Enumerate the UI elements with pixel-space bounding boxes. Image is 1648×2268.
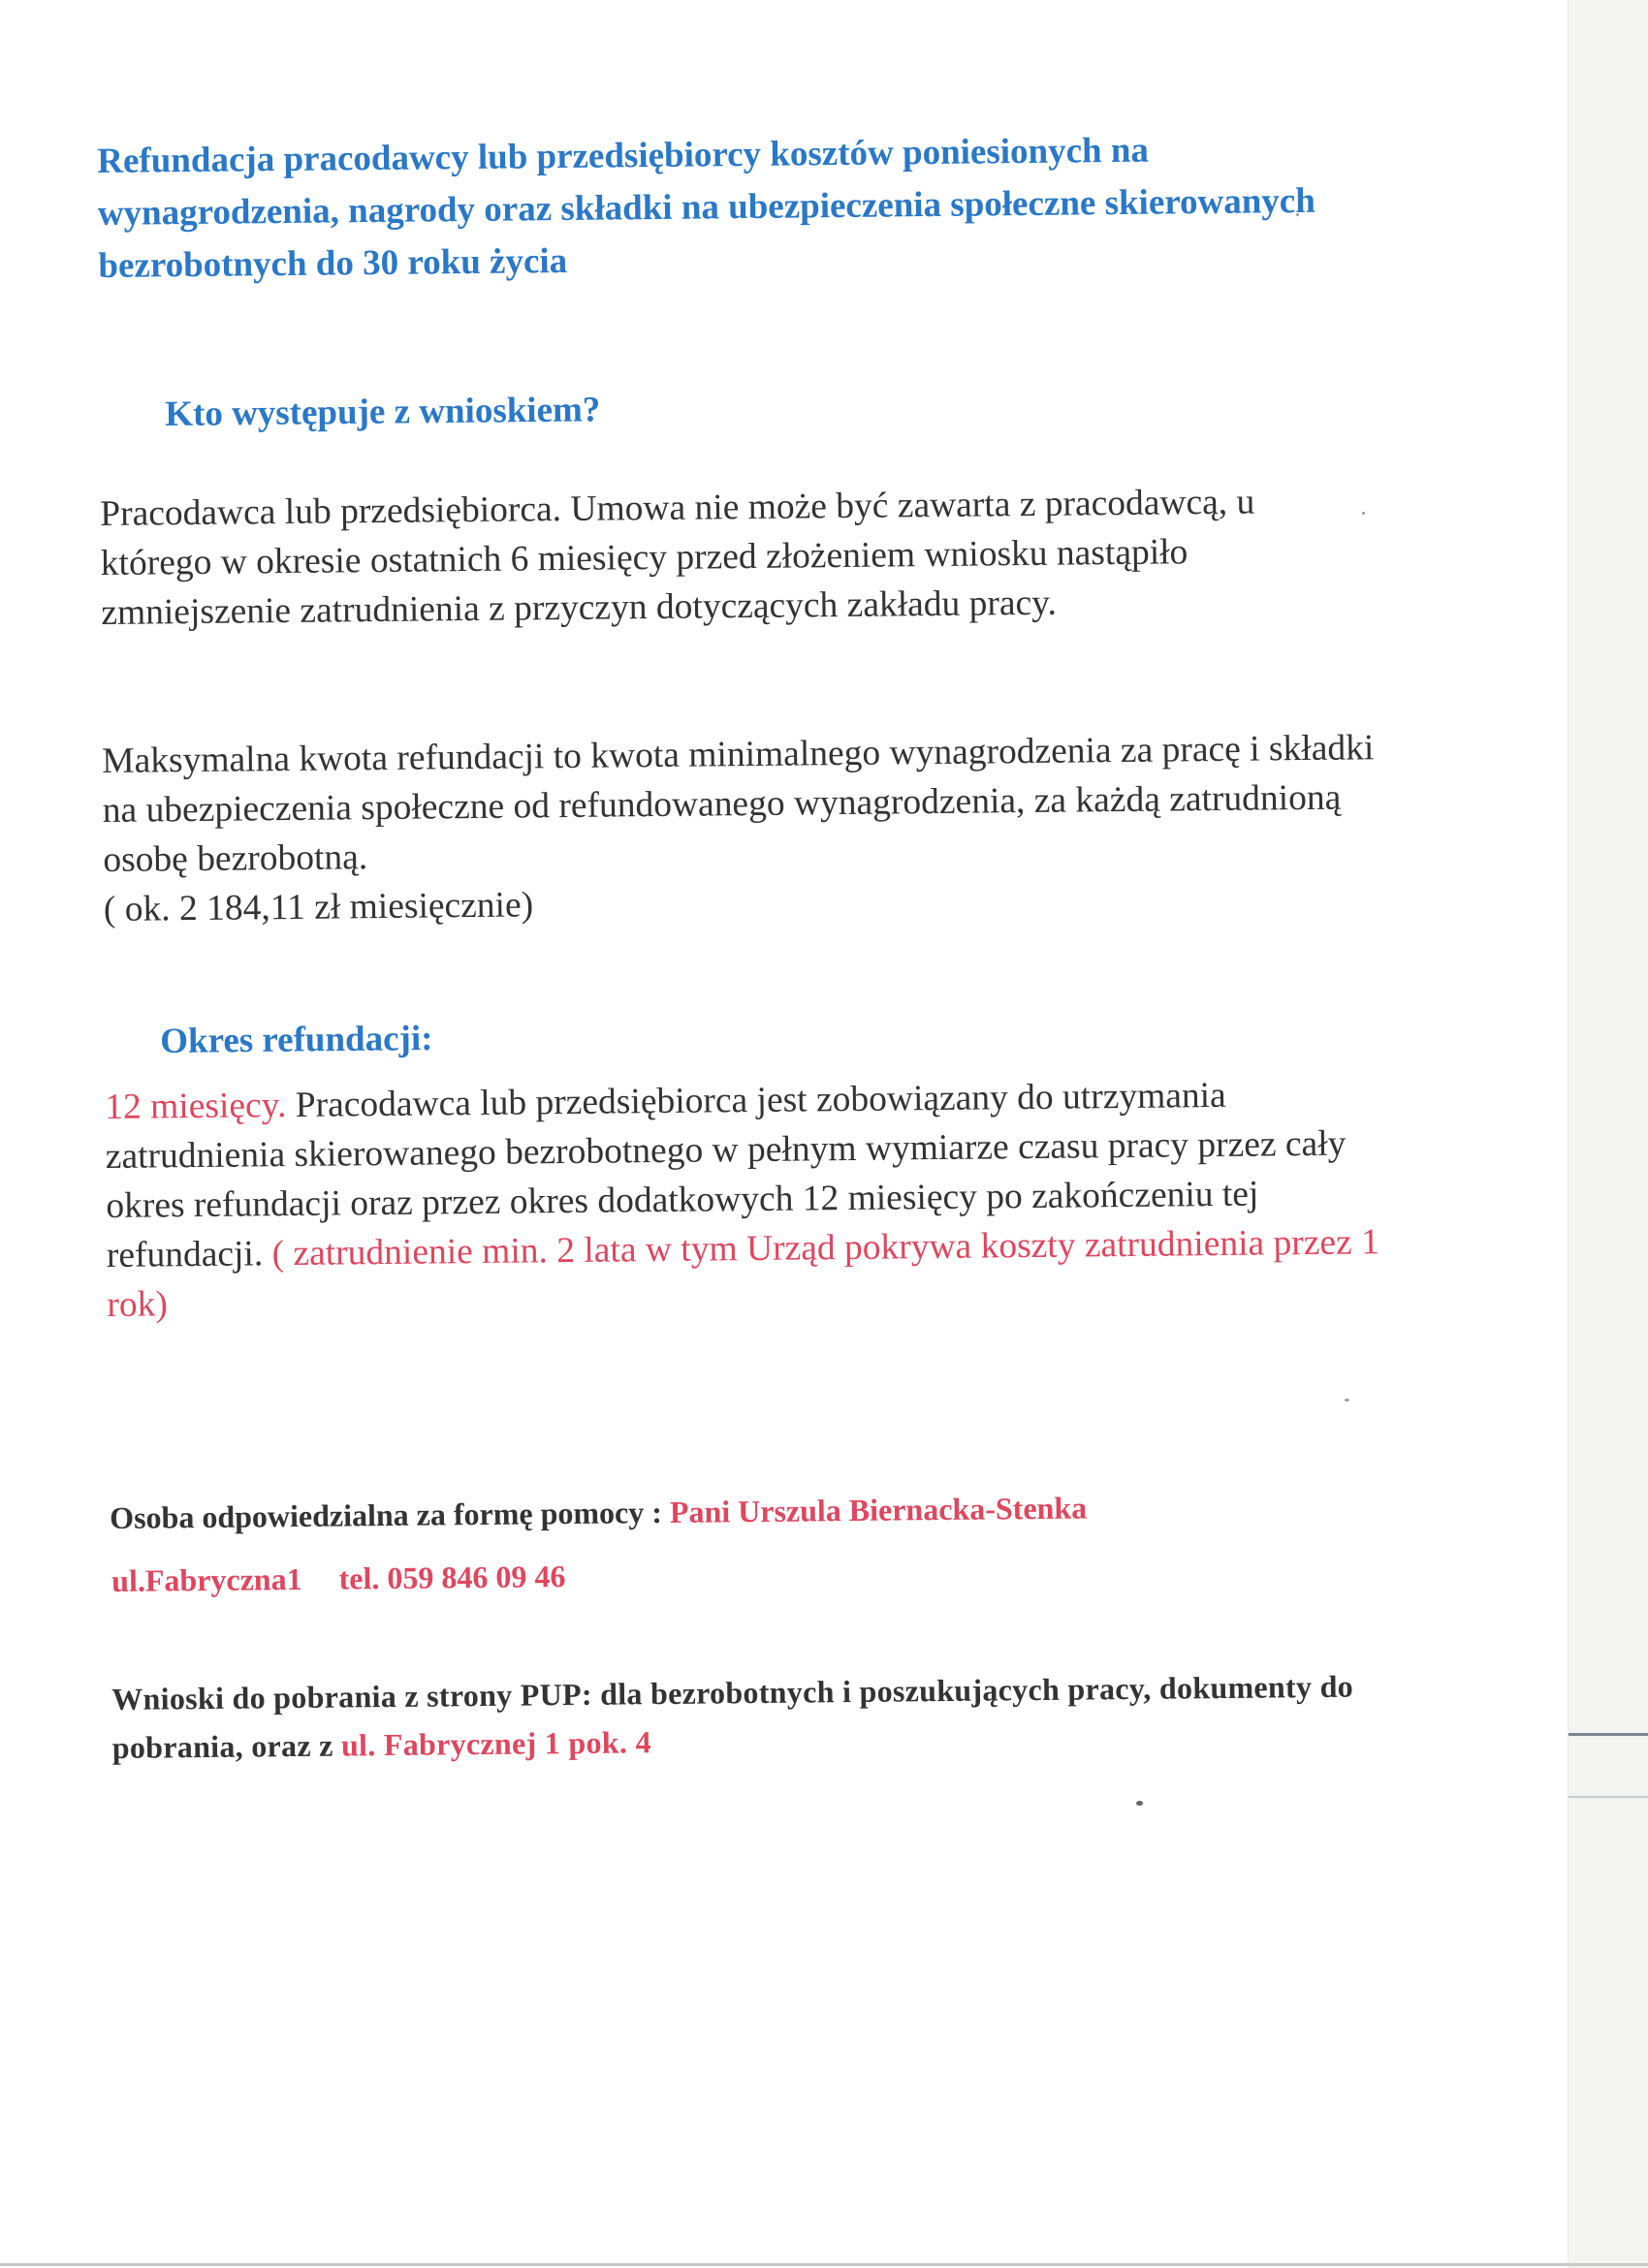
contact-address-line — [111, 1559, 566, 1599]
contact-person-line — [110, 1490, 1087, 1536]
contact-phone: tel. 059 846 09 46 — [338, 1559, 566, 1596]
contact-label: Osoba odpowiedzialna za formę pomocy : — [110, 1494, 671, 1535]
scan-speck — [1345, 1399, 1349, 1402]
downloads-info — [111, 1661, 1431, 1772]
document-title: Refundacja pracodawcy lub przedsiębiorcy kosztów poniesionych na wynagrodzenia, nagrody oraz składki na ubezpieczenia społeczne skierowanych bezrobotnych do 30 roku życia — [97, 130, 1316, 286]
amount-note: ( ok. 2 184,11 zł miesięcznie) — [103, 885, 534, 929]
scan-bottom-line — [0, 2263, 1648, 2266]
scan-speck — [1362, 512, 1365, 515]
scan-edge-line — [1569, 1796, 1648, 1798]
period-duration: 12 miesięcy. — [105, 1086, 287, 1127]
heading-refund-period: Okres refundacji: — [160, 1019, 433, 1061]
period-text: Pracodawca lub przedsiębiorca jest zobowiązany do utrzymania zatrudnienia skierowanego bezrobotnego w pełnym wymiarze czasu pracy przez cały okres refundacji oraz przez okres dodatkowych 12 miesięcy po zakończeniu tej refundacji. — [105, 1075, 1347, 1276]
contact-person-name: Pani Urszula Biernacka-Stenka — [669, 1490, 1088, 1529]
scan-edge-line — [1569, 1733, 1648, 1736]
paragraph-max-amount — [102, 723, 1393, 934]
scan-edge — [1568, 0, 1648, 2268]
contact-address: ul.Fabryczna1 — [111, 1560, 302, 1598]
paragraph-eligibility: Pracodawca lub przedsiębiorca. Umowa nie może być zawarta z pracodawcą, u którego w okresie ostatnich 6 miesięcy przed złożeniem wniosku nastąpiło zmniejszenie zatrudnienia z przyczyn dotyczących zakładu pracy. — [100, 482, 1255, 633]
max-amount-text: Maksymalna kwota refundacji to kwota minimalnego wynagrodzenia za pracę i składki na ubezpieczenia społeczne od refundowanego wynagrodzenia, za każdą zatrudnioną osobę bezrobotną. — [102, 728, 1375, 880]
downloads-text: Wnioski do pobrania z strony PUP: dla bezrobotnych i poszukujących pracy, dokumenty do pobrania, oraz z — [111, 1668, 1354, 1765]
heading-who-applies: Kto występuje z wnioskiem? — [165, 390, 601, 434]
paragraph-refund-period — [105, 1069, 1397, 1330]
period-note: ( zatrudnienie min. 2 lata w tym Urząd pokrywa koszty zatrudnienia przez 1 rok) — [107, 1222, 1380, 1325]
downloads-location: ul. Fabrycznej 1 pok. 4 — [340, 1724, 651, 1763]
scan-speck — [1136, 1801, 1143, 1806]
